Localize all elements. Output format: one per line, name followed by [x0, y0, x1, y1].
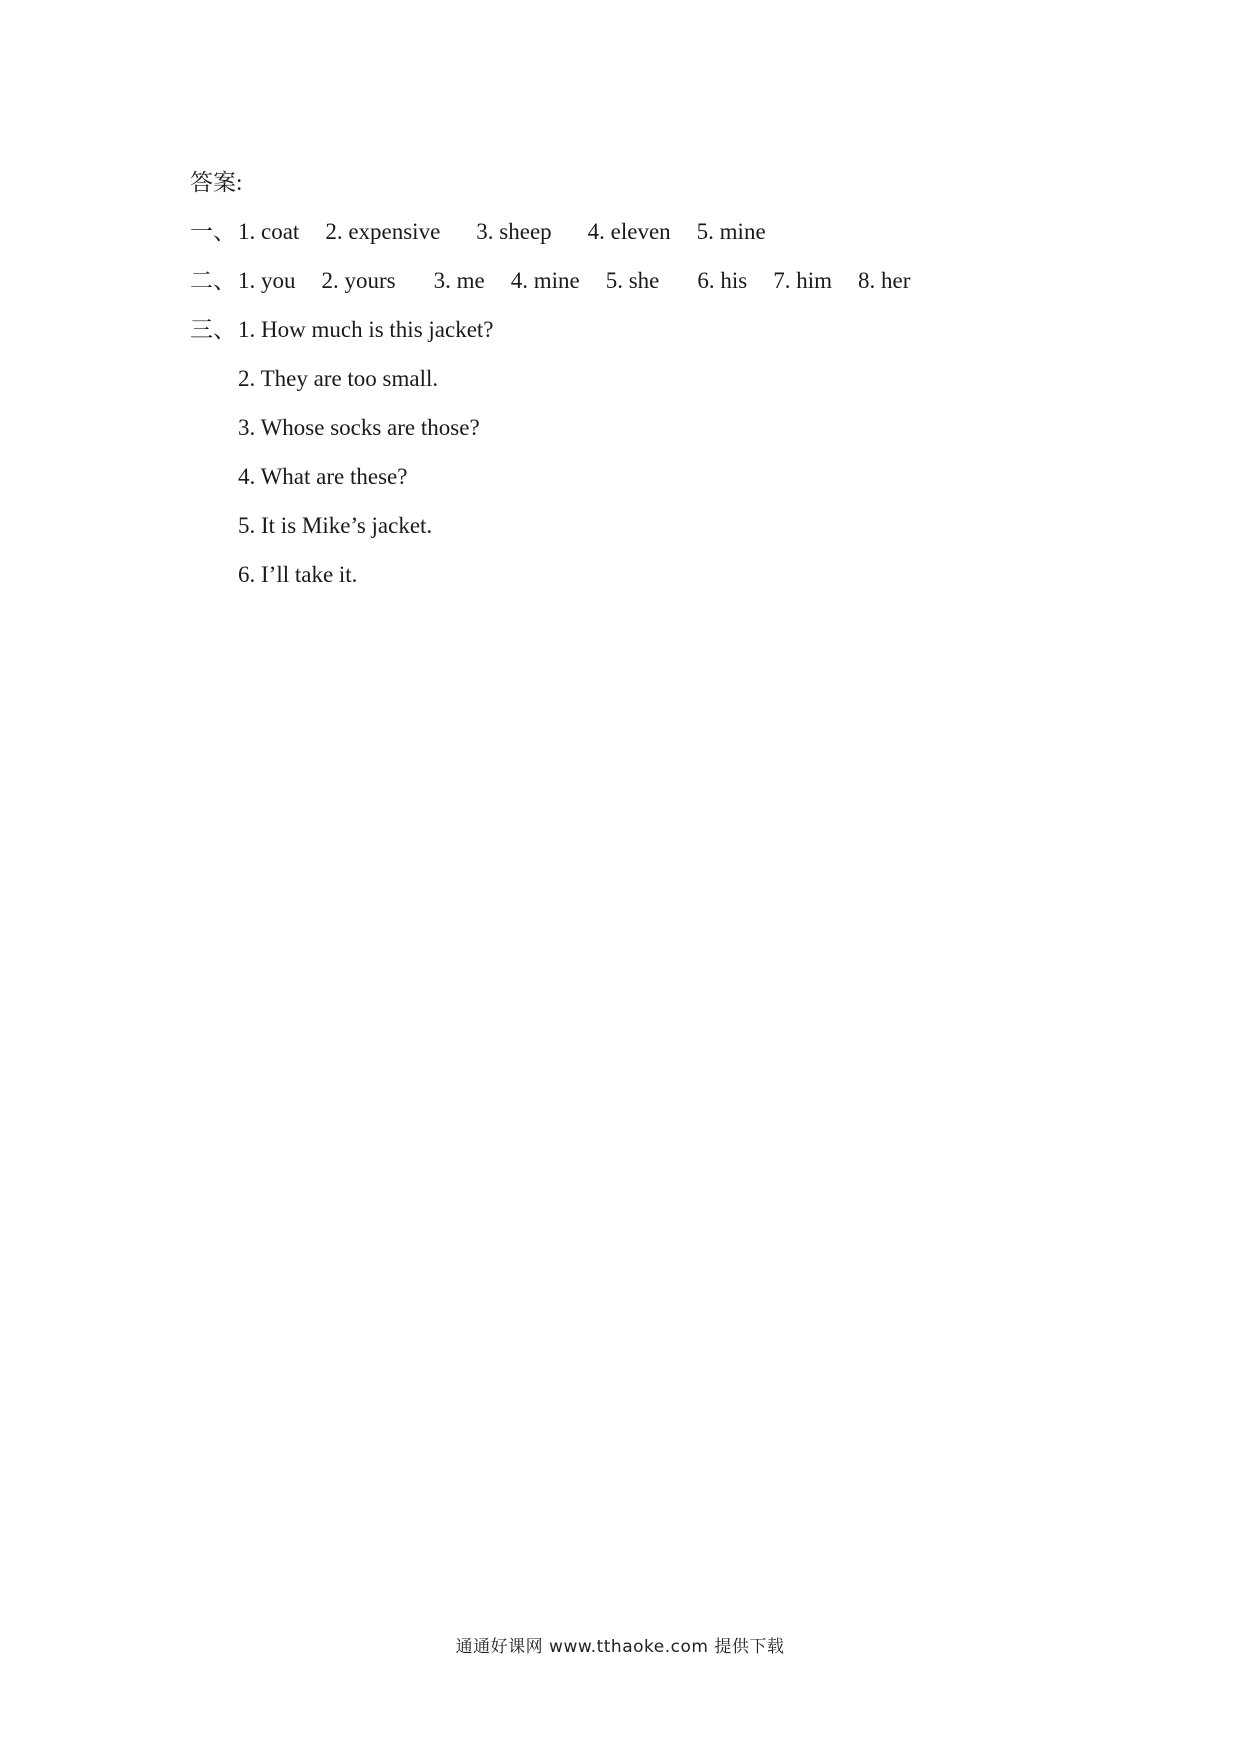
- section-3-row: [190, 452, 910, 501]
- section-2-answer: 1. you: [238, 268, 296, 293]
- section-2-label: 二、: [190, 268, 236, 293]
- section-3-row: [190, 354, 910, 403]
- section-3-answer: 4. What are these?: [238, 464, 408, 489]
- answer-heading: 答案:: [190, 170, 243, 195]
- section-1-answer: 5. mine: [696, 219, 766, 244]
- section-3-row: [190, 305, 910, 354]
- section-3-answer: 3. Whose socks are those?: [238, 415, 480, 440]
- section-3-row: [190, 550, 910, 599]
- section-2-answer: 5. she: [605, 268, 660, 293]
- section-3-answer: 6. I’ll take it.: [238, 562, 358, 587]
- section-1-answer: 3. sheep: [476, 219, 552, 244]
- section-3-row: [190, 403, 910, 452]
- section-1-answer: 4. eleven: [587, 219, 671, 244]
- answer-key: [190, 158, 910, 599]
- section-2-answer: 8. her: [858, 268, 911, 293]
- section-3-answer: 2. They are too small.: [238, 366, 439, 391]
- section-3-answer: 5. It is Mike’s jacket.: [238, 513, 433, 538]
- section-2-answer: 3. me: [433, 268, 485, 293]
- section-2-answer: 6. his: [697, 268, 748, 293]
- section-2-answer: 2. yours: [321, 268, 396, 293]
- section-1-label: 一、: [190, 219, 236, 244]
- section-1-answer: 1. coat: [238, 219, 300, 244]
- section-3-row: [190, 501, 910, 550]
- section-2-answer: 7. him: [773, 268, 833, 293]
- section-3-answer: 1. How much is this jacket?: [238, 317, 494, 342]
- section-1-row: [190, 207, 910, 256]
- section-2-row: [190, 256, 910, 305]
- section-1-answer: 2. expensive: [325, 219, 441, 244]
- section-3-label: 三、: [190, 317, 236, 342]
- page-footer: 通通好课网 www.tthaoke.com 提供下载: [455, 1637, 785, 1657]
- section-2-answer: 4. mine: [510, 268, 580, 293]
